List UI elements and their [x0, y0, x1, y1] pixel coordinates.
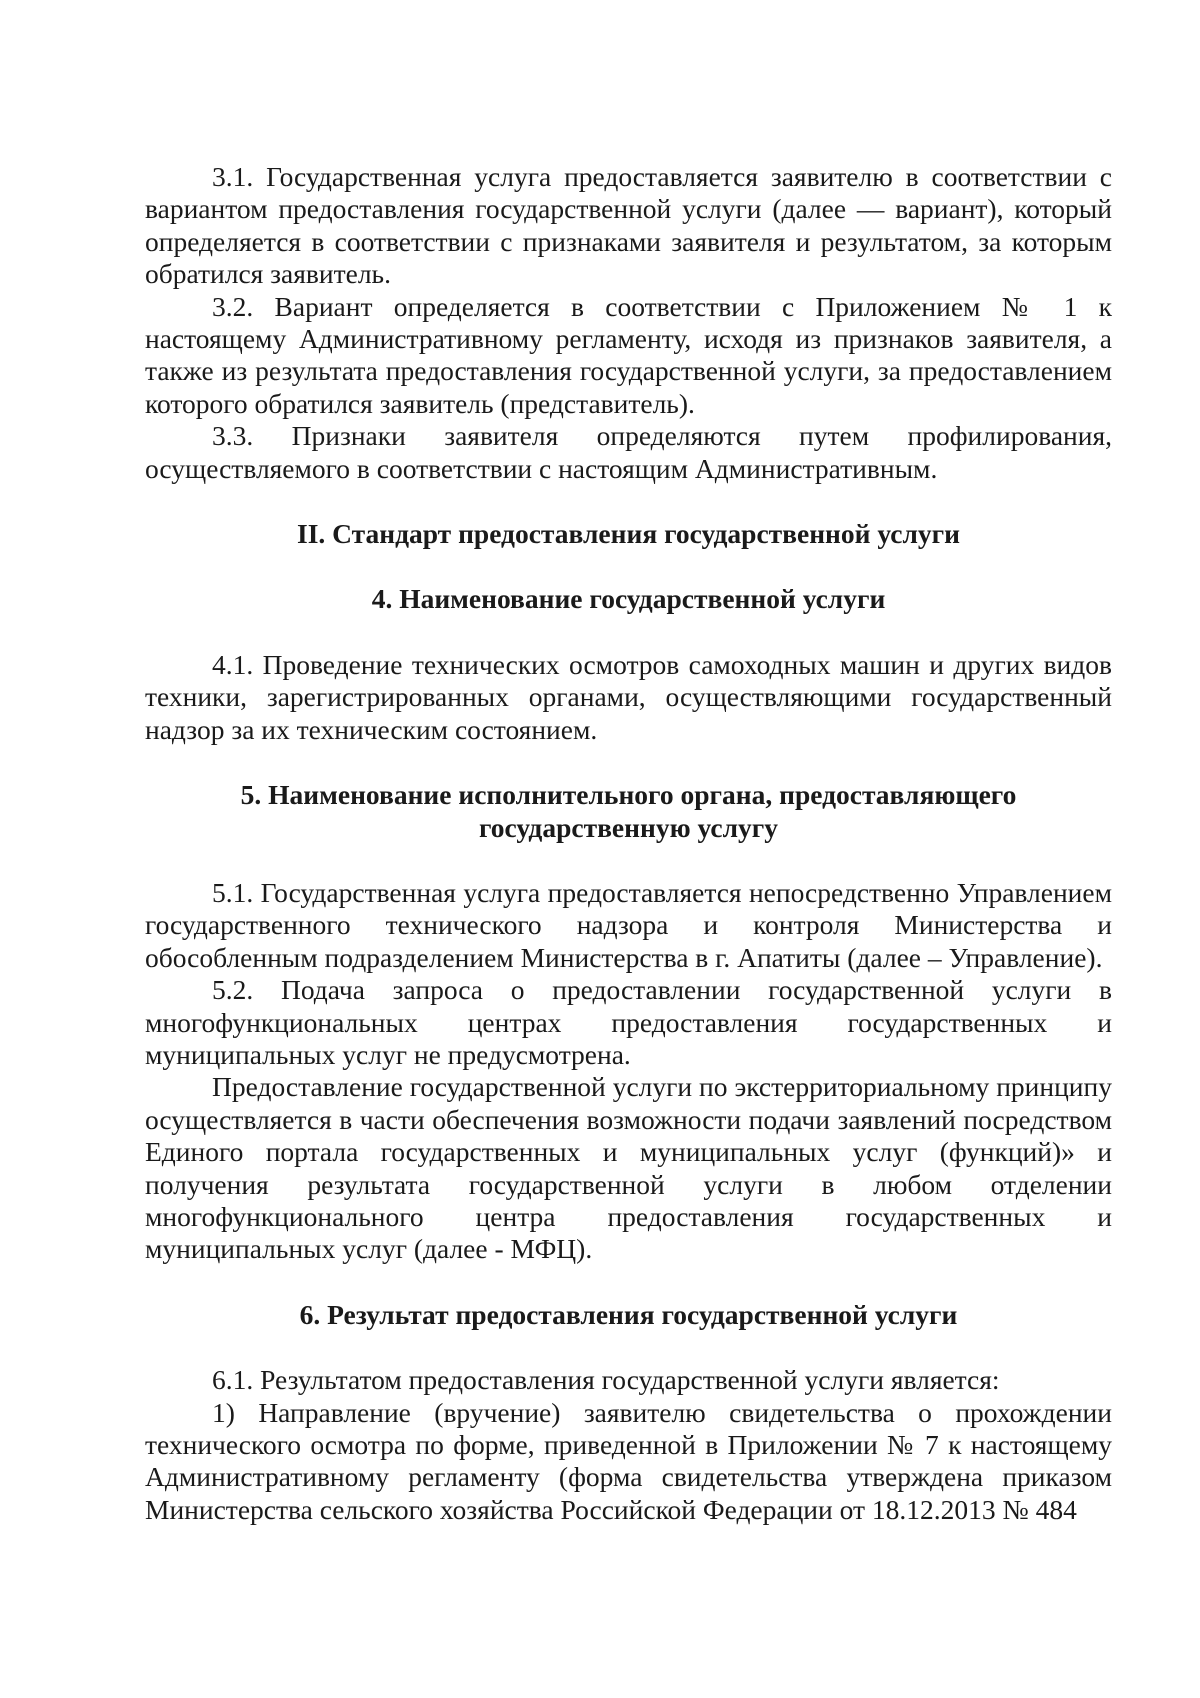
- paragraph-6-1-item-1: 1) Направление (вручение) заявителю свидетельства о прохождении технического осмотра по форме, приведенной в Приложении № 7 к настоящему Административному регламенту (форма свидетельства утверждена приказом Министерства сельского хозяйства Российской Федерации от 18.12.2013 № 484: [145, 1396, 1112, 1525]
- paragraph-4-1: 4.1. Проведение технических осмотров самоходных машин и других видов техники, зарегистрированных органами, осуществляющими государственный надзор за их техническим состоянием.: [145, 648, 1112, 745]
- heading-5: 5. Наименование исполнительного органа, предоставляющего государственную услугу: [240, 779, 1017, 843]
- paragraph-5-2: 5.2. Подача запроса о предоставлении государственной услуги в многофункциональных центрах предоставления государственных и муниципальных услуг не предусмотрена.: [145, 974, 1112, 1070]
- paragraph-6-1: 6.1. Результатом предоставления государственной услуги является:: [212, 1364, 1000, 1396]
- paragraph-3-2: 3.2. Вариант определяется в соответствии с Приложением № 1 к настоящему Административному регламенту, исходя из признаков заявителя, а также из результата предоставления государственной услуги, за предоставлением которого обратился заявитель (представитель).: [145, 290, 1112, 419]
- document-body: [145, 161, 1112, 1526]
- paragraph-3-3: 3.3. Признаки заявителя определяются путем профилирования, осуществляемого в соответствии с настоящим Административным.: [145, 420, 1112, 484]
- paragraph-extraterritorial: Предоставление государственной услуги по экстерриториальному принципу осуществляется в части обеспечения возможности подачи заявлений посредством Единого портала государственных и муниципальных услуг (функций)» и получения результата государственной услуги в любом отделении многофункционального центра предоставления государственных и муниципальных услуг (далее - МФЦ).: [145, 1071, 1112, 1265]
- heading-6: 6. Результат предоставления государственной услуги: [299, 1298, 958, 1330]
- paragraph-5-1: 5.1. Государственная услуга предоставляется непосредственно Управлением государственного технического надзора и контроля Министерства и обособленным подразделением Министерства в г. Апатиты (далее – Управление).: [145, 876, 1112, 973]
- section-heading-2: II. Стандарт предоставления государственной услуги: [297, 518, 960, 550]
- paragraph-3-1: 3.1. Государственная услуга предоставляется заявителю в соответствии с вариантом предоставления государственной услуги (далее — вариант), который определяется в соответствии с признаками заявителя и результатом, за которым обратился заявитель.: [145, 161, 1112, 290]
- heading-4: 4. Наименование государственной услуги: [371, 583, 886, 615]
